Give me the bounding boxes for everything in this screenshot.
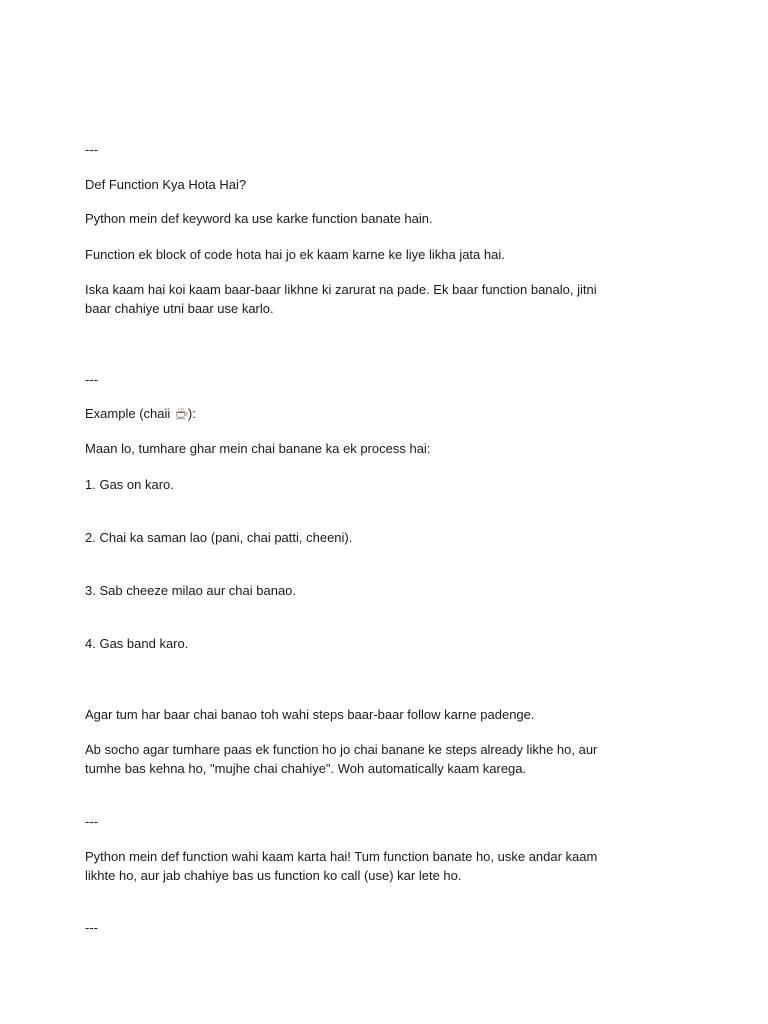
list-item-step-3: 3. Sab cheeze milao aur chai banao. [85, 583, 297, 598]
paragraph-maan-lo: Maan lo, tumhare ghar mein chai banane ka ek process hai: [85, 441, 431, 456]
paragraph-python-def: Python mein def function wahi kaam karta hai! Tum function banate ho, uske andar kaam likhte ho, aur jab chahiye bas us function ko call (use) kar lete ho. [85, 849, 598, 883]
separator-line: --- [85, 372, 98, 387]
paragraph-agar: Agar tum har baar chai banao toh wahi steps baar-baar follow karne padenge. [85, 707, 535, 722]
coffee-cup-icon [175, 407, 188, 420]
paragraph-ab-socho: Ab socho agar tumhare paas ek function ho jo chai banane ke steps already likhe ho, aur tumhe bas kehna ho, "mujhe chai chahiye". Woh automatically kaam karega. [85, 742, 598, 776]
paragraph-function-block: Function ek block of code hota hai jo ek kaam karne ke liye likha jata hai. [85, 247, 505, 262]
example-heading [85, 404, 615, 423]
example-heading-suffix: ): [187, 406, 196, 421]
separator-line: --- [85, 920, 98, 935]
paragraph-function-purpose: Iska kaam hai koi kaam baar-baar likhne ki zarurat na pade. Ek baar function banalo, jitni baar chahiye utni baar use karlo. [85, 282, 597, 316]
section-heading-def-function: Def Function Kya Hota Hai? [85, 177, 247, 192]
separator-line: --- [85, 142, 98, 157]
list-item-step-4: 4. Gas band karo. [85, 636, 189, 651]
example-heading-prefix: Example (chaii [85, 406, 174, 421]
list-item-step-2: 2. Chai ka saman lao (pani, chai patti, cheeni). [85, 530, 353, 545]
paragraph-def-keyword: Python mein def keyword ka use karke function banate hain. [85, 211, 433, 226]
list-item-step-1: 1. Gas on karo. [85, 477, 174, 492]
separator-line: --- [85, 814, 98, 829]
